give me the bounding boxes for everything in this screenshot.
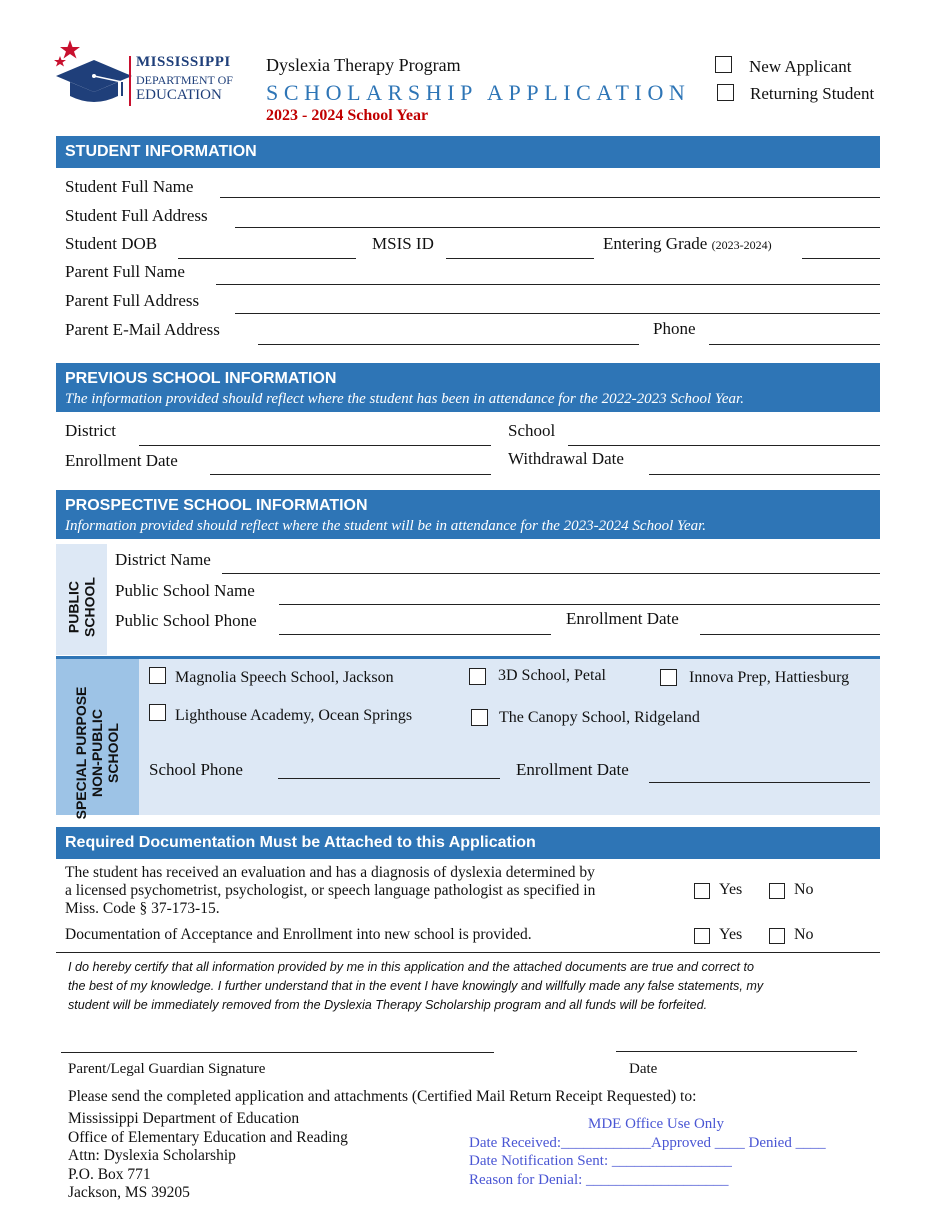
special-school-phone-field[interactable]: [278, 761, 500, 779]
special-label-line-3: SCHOOL: [105, 723, 121, 783]
public-label-line-2: SCHOOL: [81, 577, 98, 637]
previous-enrollment-date-label: Enrollment Date: [65, 451, 178, 470]
doc-2-yes-label: Yes: [719, 926, 743, 943]
office-date-received: Date Received:____________Approved ____ Denied ____: [469, 1135, 826, 1151]
msis-id-field[interactable]: [446, 241, 594, 259]
withdrawal-date-field[interactable]: [649, 457, 880, 475]
special-enrollment-date-field[interactable]: [649, 765, 870, 783]
guardian-signature-field[interactable]: [61, 1035, 494, 1053]
student-full-address-field[interactable]: [235, 210, 880, 228]
signature-date-label: Date: [629, 1061, 658, 1077]
public-enrollment-date-field[interactable]: [700, 617, 880, 635]
mde-logo: [52, 38, 242, 108]
parent-full-name-label: Parent Full Name: [65, 262, 185, 281]
public-enrollment-date-label: Enrollment Date: [566, 609, 679, 628]
withdrawal-date-label: Withdrawal Date: [508, 449, 624, 468]
program-name: Dyslexia Therapy Program: [266, 55, 461, 75]
office-use-title: MDE Office Use Only: [588, 1116, 724, 1132]
student-dob-field[interactable]: [178, 241, 356, 259]
doc-1-no-checkbox[interactable]: [769, 883, 785, 899]
public-school-phone-label: Public School Phone: [115, 611, 257, 630]
returning-student-label: Returning Student: [750, 84, 875, 103]
logo-line-3: EDUCATION: [136, 87, 222, 103]
form-title: SCHOLARSHIP APPLICATION: [266, 80, 691, 105]
special-school-phone-label: School Phone: [149, 760, 243, 779]
doc-1-yes-label: Yes: [719, 881, 743, 898]
previous-section-title: PREVIOUS SCHOOL INFORMATION: [65, 370, 337, 387]
magnolia-checkbox[interactable]: [149, 667, 166, 684]
documentation-divider: [56, 952, 880, 953]
public-school-phone-field[interactable]: [279, 617, 551, 635]
mailing-line-2: Office of Elementary Education and Reading: [68, 1128, 348, 1146]
special-school-side-panel: [56, 659, 139, 820]
documentation-item-2: Documentation of Acceptance and Enrollment into new school is provided.: [65, 926, 532, 943]
prospective-section-title: PROSPECTIVE SCHOOL INFORMATION: [65, 497, 368, 514]
student-full-name-label: Student Full Name: [65, 177, 194, 196]
previous-enrollment-date-field[interactable]: [210, 457, 491, 475]
mailing-line-3: Attn: Dyslexia Scholarship: [68, 1147, 236, 1165]
documentation-section-title: Required Documentation Must be Attached to this Application: [65, 834, 536, 851]
lighthouse-label: Lighthouse Academy, Ocean Springs: [175, 707, 413, 724]
previous-school-field[interactable]: [568, 428, 880, 446]
mailing-instructions: Please send the completed application and attachments (Certified Mail Return Receipt Requested) to:: [68, 1088, 697, 1105]
mailing-line-5: Jackson, MS 39205: [68, 1184, 190, 1202]
mailing-line-1: Mississippi Department of Education: [68, 1110, 300, 1127]
doc-1-yes-checkbox[interactable]: [694, 883, 710, 899]
innova-label: Innova Prep, Hattiesburg: [689, 669, 850, 686]
magnolia-label: Magnolia Speech School, Jackson: [175, 669, 394, 686]
doc-item-1-line-2: a licensed psychometrist, psychologist, or speech language pathologist as specified in: [65, 882, 596, 899]
previous-school-label: School: [508, 421, 556, 440]
previous-district-label: District: [65, 421, 116, 440]
certify-line-2: the best of my knowledge. I further understand that in the event I have knowingly and willfully made any false statements, my: [68, 979, 764, 993]
entering-grade-note: (2023-2024): [711, 238, 772, 252]
school-year: 2023 - 2024 School Year: [266, 107, 429, 124]
phone-label: Phone: [653, 319, 696, 338]
previous-section-header: [56, 363, 880, 412]
new-applicant-checkbox[interactable]: [715, 56, 732, 73]
special-label-line-2: NON-PUBLIC: [89, 709, 105, 797]
parent-full-name-field[interactable]: [216, 267, 880, 285]
public-school-name-field[interactable]: [279, 587, 880, 605]
signature-date-field[interactable]: [616, 1034, 857, 1052]
phone-field[interactable]: [709, 327, 880, 345]
innova-checkbox[interactable]: [660, 669, 677, 686]
certify-line-3: student will be immediately removed from the Dyslexia Therapy Scholarship program and all funds will be forfeited.: [68, 998, 708, 1012]
public-school-vertical-label: [66, 552, 98, 663]
msis-id-label: MSIS ID: [372, 234, 434, 253]
entering-grade-field[interactable]: [802, 241, 880, 259]
public-school-name-label: Public School Name: [115, 581, 255, 600]
student-section-header: [56, 136, 880, 168]
guardian-signature-label: Parent/Legal Guardian Signature: [68, 1061, 266, 1077]
logo-line-1: MISSISSIPPI: [136, 54, 231, 70]
3d-school-checkbox[interactable]: [469, 668, 486, 685]
logo-line-2: DEPARTMENT OF: [136, 73, 233, 87]
canopy-checkbox[interactable]: [471, 709, 488, 726]
parent-email-field[interactable]: [258, 327, 639, 345]
entering-grade-label: [603, 234, 772, 254]
parent-email-label: Parent E-Mail Address: [65, 320, 220, 339]
prospective-section-subtitle: Information provided should reflect where the student will be in attendance for the 2023-2024 School Year.: [65, 518, 707, 534]
mailing-line-4: P.O. Box 771: [68, 1165, 151, 1183]
district-name-label: District Name: [115, 550, 211, 569]
doc-item-1-line-1: The student has received an evaluation and has a diagnosis of dyslexia determined by: [65, 864, 595, 881]
public-label-line-1: PUBLIC: [65, 580, 82, 634]
lighthouse-checkbox[interactable]: [149, 704, 166, 721]
special-school-vertical-label: [73, 675, 121, 831]
doc-2-no-checkbox[interactable]: [769, 928, 785, 944]
office-notification-sent: Date Notification Sent: ________________: [469, 1153, 732, 1169]
parent-full-address-field[interactable]: [235, 296, 880, 314]
previous-section-subtitle: The information provided should reflect where the student has been in attendance for the 2022-2023 School Year.: [65, 391, 744, 407]
documentation-item-1: [65, 864, 595, 918]
mailing-address: [68, 1110, 348, 1203]
previous-district-field[interactable]: [139, 428, 491, 446]
public-school-side-panel: [56, 544, 107, 655]
canopy-label: The Canopy School, Ridgeland: [499, 709, 700, 726]
office-reason-denial: Reason for Denial: ___________________: [469, 1172, 729, 1188]
documentation-section-header: [56, 827, 880, 859]
prospective-section-header: [56, 490, 880, 539]
new-applicant-label: New Applicant: [749, 57, 852, 76]
doc-1-no-label: No: [794, 881, 814, 898]
doc-item-1-line-3: Miss. Code § 37-173-15.: [65, 900, 220, 917]
doc-2-yes-checkbox[interactable]: [694, 928, 710, 944]
special-label-line-1: SPECIAL PURPOSE: [73, 686, 89, 820]
student-full-address-label: Student Full Address: [65, 206, 208, 225]
certification-statement: [68, 958, 763, 1015]
3d-school-label: 3D School, Petal: [498, 667, 606, 684]
certify-line-1: I do hereby certify that all information provided by me in this application and the attached documents are true and correct to: [68, 960, 755, 974]
student-full-name-field[interactable]: [220, 180, 880, 198]
entering-grade-text: Entering Grade: [603, 234, 708, 253]
student-dob-label: Student DOB: [65, 234, 158, 253]
special-enrollment-date-label: Enrollment Date: [516, 760, 629, 779]
graduation-cap-icon: [52, 38, 132, 108]
parent-full-address-label: Parent Full Address: [65, 291, 200, 310]
returning-student-checkbox[interactable]: [717, 84, 734, 101]
district-name-field[interactable]: [222, 556, 880, 574]
doc-2-no-label: No: [794, 926, 814, 943]
student-section-title: STUDENT INFORMATION: [65, 143, 257, 160]
